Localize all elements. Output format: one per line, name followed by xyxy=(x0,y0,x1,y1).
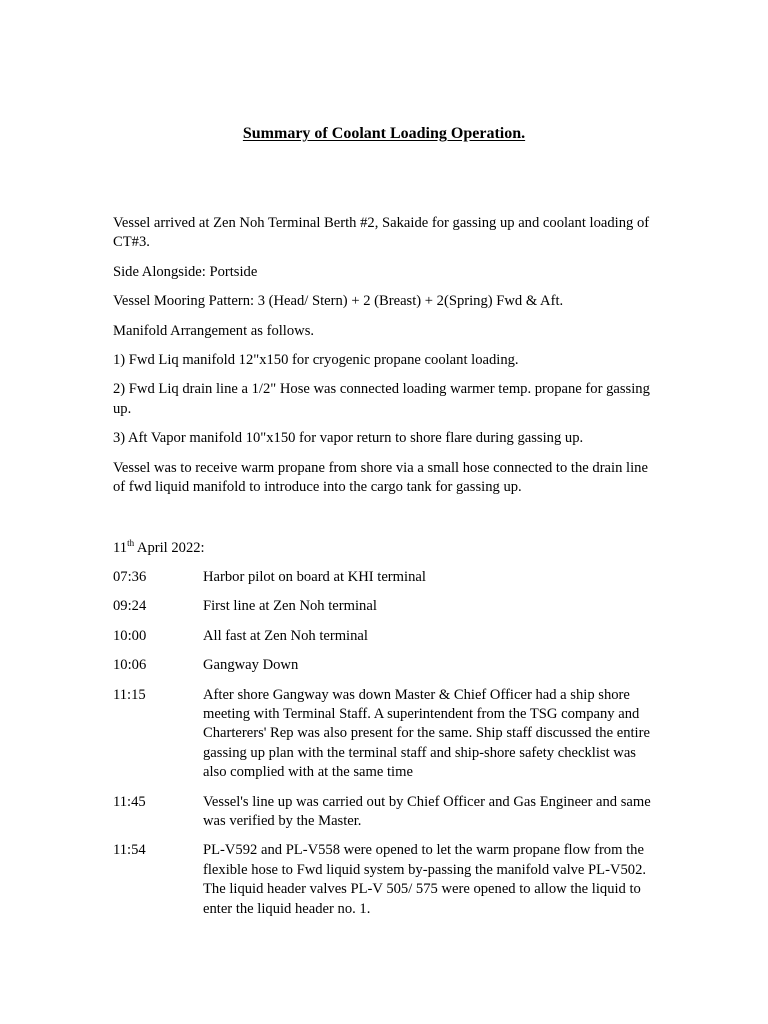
intro-paragraph-side-alongside: Side Alongside: Portside xyxy=(113,263,258,280)
log-entry-time: 09:24 xyxy=(113,598,147,615)
log-entry-time: 10:06 xyxy=(113,657,147,674)
log-entry-text: All fast at Zen Noh terminal xyxy=(203,627,368,644)
intro-paragraph-warm-propane: Vessel was to receive warm propane from shore via a small hose connected to the drain line of fwd liquid manifold to introduce into the cargo tank for gassing up. xyxy=(113,459,648,496)
log-entry xyxy=(113,686,658,783)
log-entry xyxy=(113,841,658,919)
log-entry-text: PL-V592 and PL-V558 were opened to let the warm propane flow from the flexible hose to Fwd liquid system by-passing the manifold valve PL-V502. The liquid header valves PL-V 505/ 575 were opened to allow the liquid to enter the liquid header no. 1. xyxy=(203,842,647,917)
log-entry-text: After shore Gangway was down Master & Chief Officer had a ship shore meeting with Terminal Staff. A superintendent from the TSG company and Charterers' Rep was also present for the same. Ship staff discussed the entire gassing up plan with the terminal staff and ship-shore safety checklist was also complied with at the same time xyxy=(203,686,650,781)
intro-paragraph-manifold-1: 1) Fwd Liq manifold 12"x150 for cryogenic propane coolant loading. xyxy=(113,352,519,369)
log-date xyxy=(113,539,205,558)
log-date-suffix: th xyxy=(127,538,135,549)
log-date-rest: April 2022: xyxy=(134,540,205,556)
log-entry xyxy=(113,793,658,832)
log-entry-time: 11:54 xyxy=(113,842,146,859)
log-entry xyxy=(113,568,658,587)
document-title: Summary of Coolant Loading Operation. xyxy=(242,125,526,142)
intro-paragraph-mooring-pattern: Vessel Mooring Pattern: 3 (Head/ Stern) + 2 (Breast) + 2(Spring) Fwd & Aft. xyxy=(113,293,564,310)
event-log xyxy=(113,568,658,929)
intro-section xyxy=(113,214,658,507)
log-entry-text: First line at Zen Noh terminal xyxy=(203,598,377,615)
log-entry-time: 07:36 xyxy=(113,569,147,585)
log-date-day: 11 xyxy=(113,540,128,556)
intro-paragraph-manifold-heading: Manifold Arrangement as follows. xyxy=(113,322,315,339)
log-entry-time: 10:00 xyxy=(113,627,147,644)
intro-paragraph-manifold-3: 3) Aft Vapor manifold 10"x150 for vapor return to shore flare during gassing up. xyxy=(113,430,584,447)
log-entry xyxy=(113,627,658,646)
log-entry-text: Vessel's line up was carried out by Chief Officer and Gas Engineer and same was verified by the Master. xyxy=(203,793,651,830)
log-entry-time: 11:15 xyxy=(113,686,146,703)
log-entry xyxy=(113,656,658,675)
log-entry xyxy=(113,597,658,616)
log-entry-text: Harbor pilot on board at KHI terminal xyxy=(203,569,426,585)
log-entry-text: Gangway Down xyxy=(203,657,299,674)
intro-paragraph-manifold-2: 2) Fwd Liq drain line a 1/2" Hose was connected loading warmer temp. propane for gassing up. xyxy=(113,381,650,417)
intro-paragraph-arrival: Vessel arrived at Zen Noh Terminal Berth #2, Sakaide for gassing up and coolant loading of CT#3. xyxy=(113,215,650,251)
log-entry-time: 11:45 xyxy=(113,793,146,810)
